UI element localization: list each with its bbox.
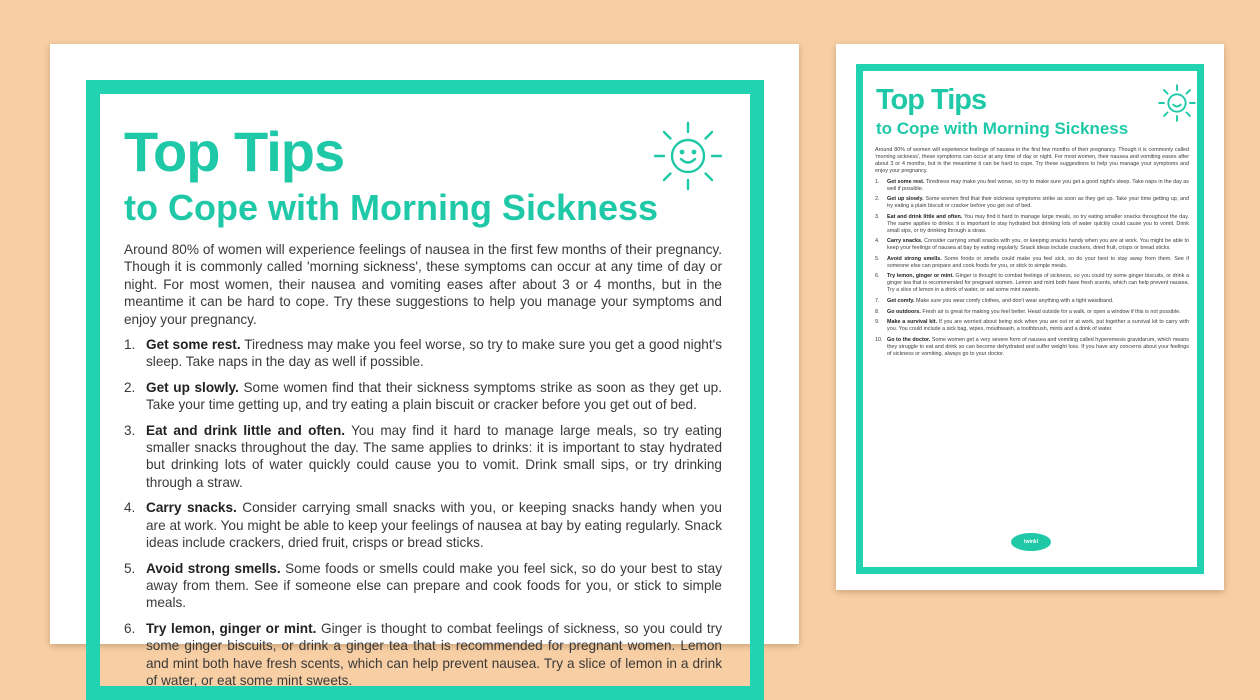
tip-heading: Get up slowly. [887, 196, 924, 203]
tip-heading: Make a survival kit. [887, 319, 938, 326]
list-item [875, 319, 1189, 333]
list-item [124, 620, 722, 690]
tip-text: Some women find that their sickness symptoms strike as soon as they get up. Take your time getting up, and try eating a plain biscuit or cracker before you get out of bed. [887, 196, 1189, 210]
tips-list [124, 336, 722, 689]
list-item [875, 214, 1189, 235]
list-number: 1. [875, 178, 880, 185]
tip-heading: Try lemon, ginger or mint. [887, 273, 954, 280]
tip-heading: Eat and drink little and often. [146, 422, 346, 438]
list-number: 8. [875, 308, 880, 315]
list-item [875, 273, 1189, 294]
tip-heading: Carry snacks. [887, 238, 923, 245]
tip-heading: Carry snacks. [146, 500, 237, 516]
list-item [875, 256, 1189, 270]
tip-text: Some foods or smells could make you feel sick, so do your best to stay away from them. See if someone else can prepare and cook foods for you, or stick to simple meals. [887, 255, 1190, 269]
worksheet-preview-large [50, 44, 799, 688]
tip-heading: Go outdoors. [887, 308, 921, 315]
smiling-sun-icon [1157, 83, 1197, 123]
tip-text: If you are worried about being sick when you are out or at work, put together a survival kit to carry with you. You could include a sick bag, wipes, mouthwash, a toothbrush, mints and a drink of water. [887, 319, 1189, 333]
list-item [875, 238, 1189, 252]
tips-list [875, 179, 1189, 358]
tip-text: Fresh air is great for making you feel better. Head outside for a walk, or open a window if this is not possible. [920, 308, 1181, 315]
document-body [875, 147, 1189, 361]
tip-heading: Get comfy. [887, 298, 915, 305]
page-title: Top Tips [124, 120, 345, 183]
list-number: 2. [875, 196, 880, 203]
tip-heading: Eat and drink little and often. [887, 213, 963, 220]
tip-text: Some women get a very severe form of nausea and vomiting called hyperemesis gravidarum, which means they struggle to eat and drink so can become dehydrated and suffer weight loss. If you have any concerns about your feelings of sickness or vomiting, always go to your doctor. [887, 336, 1189, 357]
intro-paragraph: Around 80% of women will experience feelings of nausea in the first few months of their pregnancy. Though it is commonly called 'morning sickness', these symptoms can occur at any time of day or night. For most women, their nausea and vomiting eases after about 3 or 4 months, but in the meantime it can be hard to cope. Try these suggestions to help you manage your symptoms and enjoy your pregnancy. [875, 147, 1189, 174]
list-number: 4. [124, 500, 136, 516]
intro-paragraph: Around 80% of women will experience feelings of nausea in the first few months of their pregnancy. Though it is commonly called 'morning sickness', these symptoms can occur at any time of day or night. For most women, their nausea and vomiting eases after about 3 or 4 months, but in the meantime it can be hard to cope. Try these suggestions to help you manage your symptoms and enjoy your pregnancy. [124, 242, 722, 327]
list-item [875, 196, 1189, 210]
tip-heading: Get some rest. [146, 337, 241, 353]
list-item [124, 336, 722, 371]
tip-text: Make sure you wear comfy clothes, and don't wear anything with a tight waistband. [914, 298, 1114, 305]
list-item [875, 298, 1189, 305]
list-item [124, 560, 722, 612]
worksheet-preview-small [836, 44, 1224, 590]
page-title: Top Tips [876, 84, 987, 116]
list-item [875, 179, 1189, 193]
list-number: 4. [875, 238, 880, 245]
list-number: 7. [875, 298, 880, 305]
list-item [875, 337, 1189, 358]
tip-text: Tiredness may make you feel worse, so try to make sure you get a good night's sleep. Take naps in the day as well if possible. [887, 178, 1189, 192]
smiling-sun-icon [651, 119, 725, 193]
brand-logo: twinkl [1011, 533, 1051, 551]
list-item [124, 422, 722, 492]
list-number: 10. [875, 336, 883, 343]
tip-text: Consider carrying small snacks with you, or keeping snacks handy when you are at work. You might be able to keep your feelings of nausea at bay by eating regularly. Snack ideas include crackers, dried fruit, crisps or bread sticks. [887, 238, 1189, 252]
tip-heading: Get up slowly. [146, 379, 239, 395]
list-number: 1. [124, 337, 136, 353]
list-number: 6. [124, 620, 136, 636]
tip-heading: Avoid strong smells. [146, 560, 281, 576]
tip-heading: Go to the doctor. [887, 336, 931, 343]
tip-text: Ginger is thought to combat feelings of sickness, so you could try some ginger biscuits, or drink a ginger tea that is recommended for pregnant women. Lemon and mint both have fresh scents, which can help prevent nausea. Try a slice of lemon in a drink of water, or eat some mint sweets. [887, 273, 1189, 294]
document-body [124, 241, 722, 697]
tip-text: Consider carrying small snacks with you, or keeping snacks handy when you are at work. You might be able to keep your feelings of nausea at bay by eating regularly. Snack ideas include crackers, dried fruit, crisps or bread sticks. [146, 500, 722, 551]
tip-text: Tiredness may make you feel worse, so try to make sure you get a good night's sleep. Take naps in the day as well if possible. [146, 337, 722, 370]
tip-text: Ginger is thought to combat feelings of sickness, so you could try some ginger biscuits, or drink a ginger tea that is recommended for pregnant women. Lemon and mint both have fresh scents, which can help prevent nausea. Try a slice of lemon in a drink of water, or eat some mint sweets. [146, 620, 722, 688]
tip-text: Some foods or smells could make you feel sick, so do your best to stay away from them. See if someone else can prepare and cook foods for you, or stick to simple meals. [146, 560, 722, 611]
list-item [124, 379, 722, 414]
list-item [875, 309, 1189, 316]
list-number: 2. [124, 379, 136, 395]
list-number: 3. [875, 213, 880, 220]
tip-heading: Try lemon, ginger or mint. [146, 620, 317, 636]
list-number: 9. [875, 319, 880, 326]
tip-heading: Get some rest. [887, 178, 925, 185]
tip-text: Some women find that their sickness symptoms strike as soon as they get up. Take your time getting up, and try eating a plain biscuit or cracker before you get out of bed. [146, 379, 723, 413]
tip-heading: Avoid strong smells. [887, 255, 942, 262]
page-subtitle: to Cope with Morning Sickness [124, 187, 659, 228]
list-number: 5. [124, 560, 136, 576]
tip-text: You may find it hard to manage large meals, so try eating smaller snacks throughout the day. The same applies to drinks: it is important to stay hydrated but drinking lots of water quickly could cause you to vomit. Drink small sips, or try drinking through a straw. [146, 422, 722, 490]
page-subtitle: to Cope with Morning Sickness [876, 119, 1129, 138]
list-number: 6. [875, 273, 880, 280]
tip-text: You may find it hard to manage large meals, so try eating smaller snacks throughout the day. The same applies to drinks: it is important to stay hydrated but drinking lots of water quickly could cause you to vomit. Drink small sips, or try drinking through a straw. [887, 213, 1189, 234]
list-number: 3. [124, 422, 136, 438]
list-item [124, 499, 722, 551]
list-number: 5. [875, 255, 880, 262]
